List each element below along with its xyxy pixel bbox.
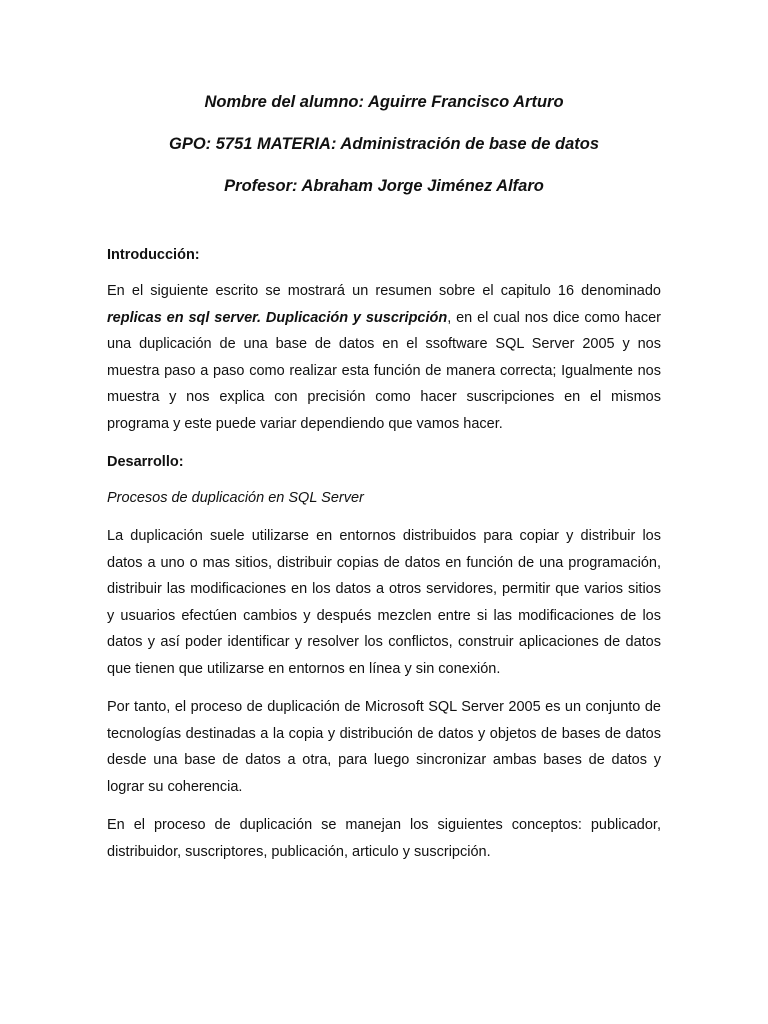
introduction-paragraph xyxy=(107,278,661,437)
introduction-title: Introducción: xyxy=(107,247,200,263)
introduction-body xyxy=(107,278,661,437)
development-paragraph: Por tanto, el proceso de duplicación de Microsoft SQL Server 2005 es un conjunto de tecnologías destinadas a la copia y distribución de datos y objetos de bases de datos desde una base de datos a otra, para luego sincronizar ambas bases de datos y lograr su coherencia. xyxy=(107,699,661,795)
development-paragraph-2-block xyxy=(107,694,661,800)
development-paragraph: La duplicación suele utilizarse en entornos distribuidos para copiar y distribuir los datos a uno o mas sitios, distribuir copias de datos en función de una programación, distribuir las modificaciones en los datos a otros servidores, permitir que varios sitios y usuarios efectúen cambios y después mezclen entre si las modificaciones de los datos y así poder identificar y resolver los conflictos, construir aplicaciones de datos que tienen que utilizarse en entornos en línea y sin conexión. xyxy=(107,528,661,677)
intro-text-before: En el siguiente escrito se mostrará un resumen sobre el capitulo 16 denominado xyxy=(107,283,661,299)
development-paragraph-1-block xyxy=(107,523,661,682)
professor-heading: Profesor: Abraham Jorge Jiménez Alfaro xyxy=(224,177,544,195)
development-title: Desarrollo: xyxy=(107,454,184,470)
intro-text-after: , en el cual nos dice como hacer una duplicación de una base de datos en el ssoftware SQL Server 2005 y nos muestra paso a paso como realizar esta función de manera correcta; Igualmente nos muestra y nos explica con precisión como hacer suscripciones en el mismos programa y este puede variar dependiendo que vamos hacer. xyxy=(107,309,661,432)
development-paragraph: En el proceso de duplicación se manejan los siguientes conceptos: publicador, distribuidor, suscriptores, publicación, articulo y suscripción. xyxy=(107,817,661,860)
group-subject-heading: GPO: 5751 MATERIA: Administración de base de datos xyxy=(168,135,599,153)
intro-emphasis: replicas en sql server. Duplicación y suscripción xyxy=(107,309,448,326)
student-name-heading: Nombre del alumno: Aguirre Francisco Arturo xyxy=(204,93,564,111)
development-subheading: Procesos de duplicación en SQL Server xyxy=(107,490,364,506)
development-paragraph-3-block xyxy=(107,812,661,865)
